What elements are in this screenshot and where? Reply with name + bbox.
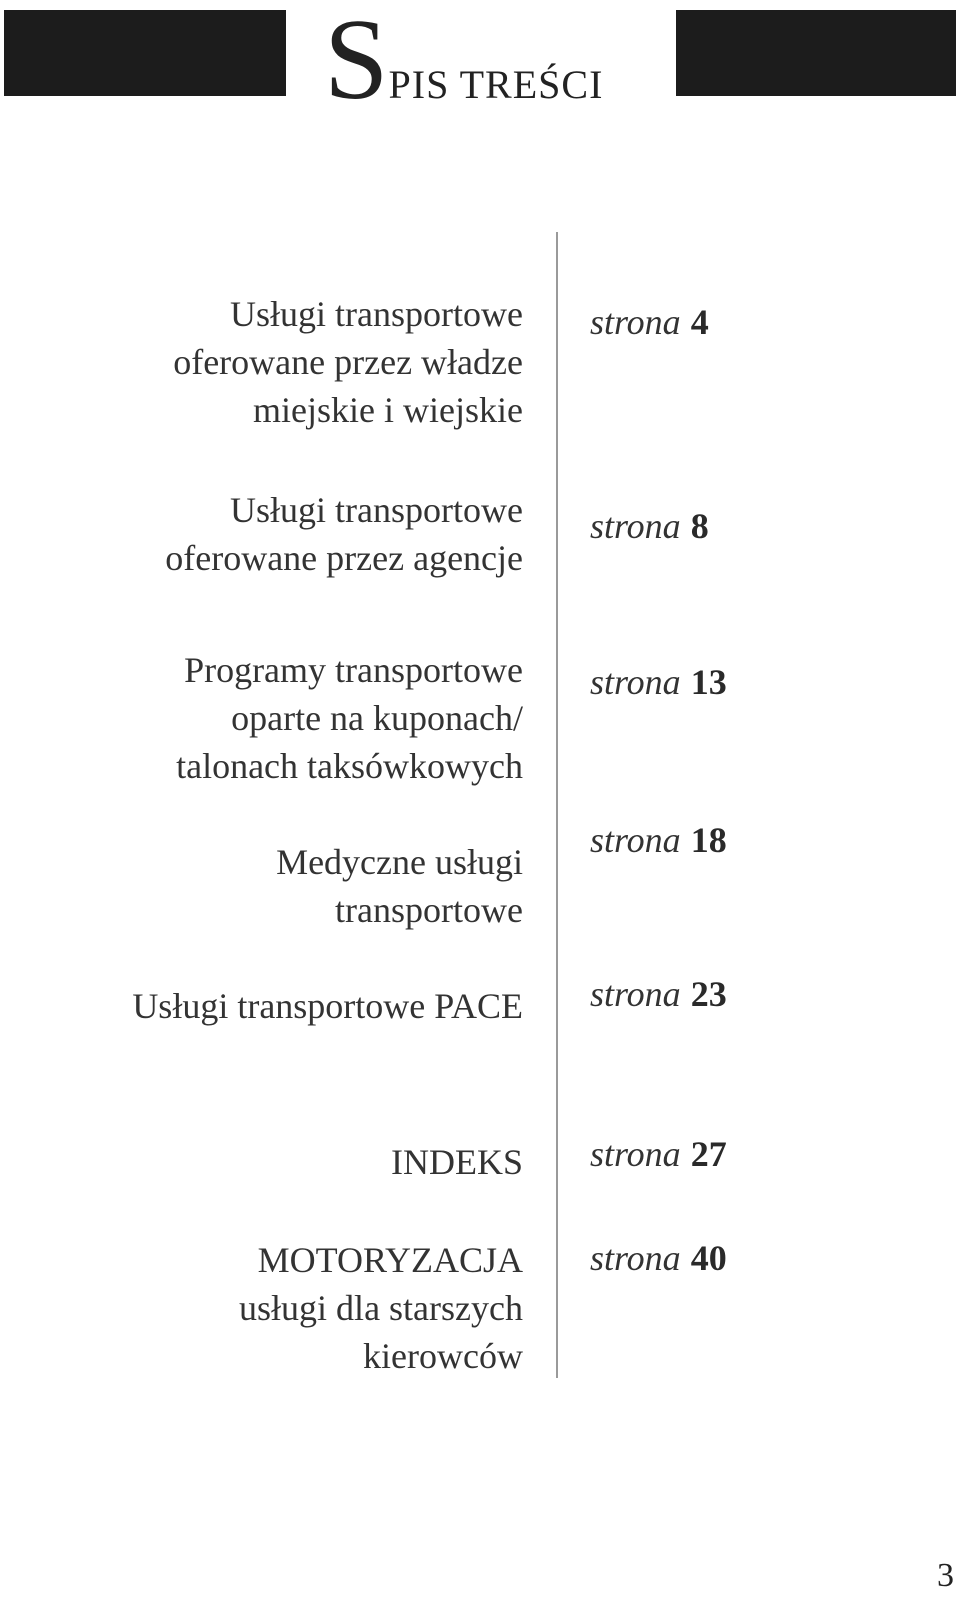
toc-entry-line: Usługi transportowe PACE <box>132 986 523 1026</box>
page-word: strona <box>590 506 681 546</box>
title-initial: S <box>324 0 387 124</box>
page-word: strona <box>590 974 681 1014</box>
page-word: strona <box>590 820 681 860</box>
page-word: strona <box>590 1238 681 1278</box>
toc-entry-1-page[interactable] <box>590 298 709 346</box>
toc-entry-line: transportowe <box>335 890 523 930</box>
page-word: strona <box>590 662 681 702</box>
toc-entry-7-title[interactable] <box>239 1236 523 1380</box>
page-number: 18 <box>690 820 727 860</box>
toc-entry-5-title[interactable] <box>132 982 523 1030</box>
toc-entry-line: Medyczne usługi <box>276 842 523 882</box>
toc-entry-3-title[interactable] <box>176 646 523 790</box>
title-rest: PIS TREŚCI <box>388 62 604 107</box>
toc-entry-line: Programy transportowe <box>184 650 523 690</box>
toc-entry-line: usługi dla starszych <box>239 1288 523 1328</box>
toc-entry-line: oferowane przez agencje <box>165 538 523 578</box>
toc-entry-3-page[interactable] <box>590 658 727 706</box>
toc-entry-6-title[interactable] <box>391 1138 523 1186</box>
footer-page-number: 3 <box>937 1557 954 1594</box>
page-word: strona <box>590 1134 681 1174</box>
toc-entry-line: kierowców <box>363 1336 523 1376</box>
toc-entry-5-page[interactable] <box>590 970 727 1018</box>
toc-entry-7-page[interactable] <box>590 1234 727 1282</box>
header-bar-right <box>676 10 956 96</box>
page-word: strona <box>590 302 681 342</box>
toc-entry-2-page[interactable] <box>590 502 709 550</box>
toc-entry-4-title[interactable] <box>276 838 523 934</box>
toc-entry-4-page[interactable] <box>590 816 727 864</box>
page-number: 13 <box>690 662 727 702</box>
page-number: 27 <box>690 1134 727 1174</box>
page-number: 40 <box>690 1238 727 1278</box>
header-bar-left <box>4 10 286 96</box>
toc-entry-line: miejskie i wiejskie <box>253 390 523 430</box>
toc-entry-line: oparte na kuponach/ <box>231 698 523 738</box>
toc-entry-line: MOTORYZACJA <box>257 1240 523 1280</box>
toc-divider <box>556 232 558 1378</box>
page-title <box>324 0 604 124</box>
toc-entry-line: INDEKS <box>391 1142 523 1182</box>
toc-entry-line: talonach taksówkowych <box>176 746 523 786</box>
toc-entry-line: oferowane przez władze <box>173 342 523 382</box>
toc-entry-2-title[interactable] <box>165 486 523 582</box>
toc-entry-line: Usługi transportowe <box>230 294 523 334</box>
page-number: 23 <box>690 974 727 1014</box>
toc-entry-line: Usługi transportowe <box>230 490 523 530</box>
toc-entry-6-page[interactable] <box>590 1130 727 1178</box>
page-number: 8 <box>690 506 709 546</box>
page-number: 4 <box>690 302 709 342</box>
toc-entry-1-title[interactable] <box>173 290 523 434</box>
